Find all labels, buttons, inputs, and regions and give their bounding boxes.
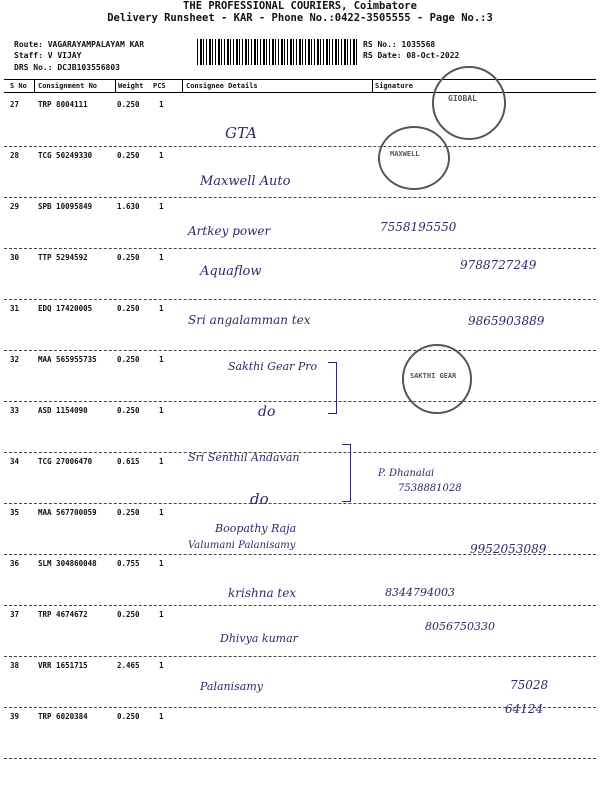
cell-sno: 32 <box>10 355 20 364</box>
table-row <box>4 555 596 606</box>
cell-sno: 27 <box>10 100 20 109</box>
drs-label: DRS No.: DCJB103556803 <box>14 63 120 72</box>
signature-phone: 9865903889 <box>468 314 545 328</box>
stamp-seal <box>378 126 450 190</box>
cell-weight: 0.250 <box>117 253 140 262</box>
cell-pcs: 1 <box>159 151 164 160</box>
staff-label: Staff: V VIJAY <box>14 51 82 60</box>
table-row <box>4 249 596 300</box>
cell-pcs: 1 <box>159 304 164 313</box>
cell-sno: 30 <box>10 253 20 262</box>
handwritten-consignee: Palanisamy <box>200 680 263 693</box>
handwritten-consignee: Sri Senthil Andavan <box>188 451 300 464</box>
signature-phone: 75028 <box>510 678 549 692</box>
col-divider <box>34 79 35 92</box>
handwritten-consignee: Maxwell Auto <box>200 174 291 189</box>
cell-pcs: 1 <box>159 202 164 211</box>
table-row <box>4 402 596 453</box>
cell-weight: 0.250 <box>117 610 140 619</box>
page-title: THE PROFESSIONAL COURIERS, Coimbatore <box>183 0 417 12</box>
cell-pcs: 1 <box>159 253 164 262</box>
handwritten-consignee: Artkey power <box>188 224 271 238</box>
cell-sno: 34 <box>10 457 20 466</box>
cell-pcs: 1 <box>159 355 164 364</box>
cell-consignment: MAA 565955735 <box>38 355 97 364</box>
handwritten-consignee: GTA <box>225 124 257 142</box>
table-header-top-rule <box>4 79 596 80</box>
table-row <box>4 657 596 708</box>
cell-pcs: 1 <box>159 508 164 517</box>
cell-weight: 0.250 <box>117 508 140 517</box>
cell-weight: 0.250 <box>117 355 140 364</box>
col-pcs: PCS <box>153 82 166 90</box>
stamp-text: GIOBAL <box>448 94 477 103</box>
handwritten-consignee: Sakthi Gear Pro <box>228 360 318 373</box>
signature-phone: 64124 <box>505 702 544 716</box>
cell-consignment: SPB 10095849 <box>38 202 93 211</box>
signature-phone: 8056750330 <box>425 620 495 633</box>
cell-consignment: TRP 4674672 <box>38 610 88 619</box>
handwritten-consignee: krishna tex <box>228 586 297 600</box>
signature-phone: 7558195550 <box>380 220 457 234</box>
col-divider <box>115 79 116 92</box>
table-row <box>4 453 596 504</box>
signature-phone: 7538881028 <box>398 483 462 494</box>
table-header-bottom-rule <box>4 92 596 93</box>
cell-sno: 39 <box>10 712 20 721</box>
handwritten-consignee: Aquaflow <box>200 264 262 279</box>
cell-weight: 0.250 <box>117 712 140 721</box>
cell-pcs: 1 <box>159 559 164 568</box>
stamp-text: SAKTHI GEAR <box>410 372 457 380</box>
signature-name: P. Dhanalai <box>378 468 435 479</box>
col-divider <box>182 79 183 92</box>
cell-consignment: TCG 27006470 <box>38 457 93 466</box>
handwritten-consignee: do <box>258 404 276 420</box>
cell-sno: 36 <box>10 559 20 568</box>
cell-consignment: MAA 567700059 <box>38 508 97 517</box>
cell-weight: 0.250 <box>117 151 140 160</box>
cell-pcs: 1 <box>159 610 164 619</box>
cell-weight: 1.630 <box>117 202 140 211</box>
rs-number: RS No.: 1035568 <box>363 40 436 49</box>
page-subtitle: Delivery Runsheet - KAR - Phone No.:0422-3505555 - Page No.:3 <box>107 12 493 24</box>
cell-consignment: TTP 5294592 <box>38 253 88 262</box>
cell-weight: 0.250 <box>117 304 140 313</box>
handwritten-consignee: Valumani Palanisamy <box>188 540 296 551</box>
handwritten-consignee: do <box>250 490 269 508</box>
route-label: Route: VAGARAYAMPALAYAM KAR <box>14 40 145 49</box>
cell-pcs: 1 <box>159 100 164 109</box>
cell-consignment: EDQ 17420005 <box>38 304 93 313</box>
col-consignee: Consignee Details <box>186 82 258 90</box>
table-row <box>4 606 596 657</box>
cell-consignment: SLM 304860048 <box>38 559 97 568</box>
table-row <box>4 147 596 198</box>
cell-consignment: TRP 8004111 <box>38 100 88 109</box>
col-sno: S No <box>10 82 27 90</box>
cell-sno: 37 <box>10 610 20 619</box>
col-consignment: Consignment No <box>38 82 98 90</box>
stamp-seal <box>402 344 472 414</box>
cell-sno: 28 <box>10 151 20 160</box>
stamp-text: MAXWELL <box>390 150 420 158</box>
bracket <box>328 362 337 414</box>
signature-phone: 9788727249 <box>460 258 537 272</box>
rs-date: RS Date: 08-Oct-2022 <box>363 51 460 60</box>
signature-phone: 9952053089 <box>470 542 547 556</box>
col-divider <box>372 79 373 92</box>
cell-weight: 0.250 <box>117 100 140 109</box>
cell-sno: 38 <box>10 661 20 670</box>
handwritten-consignee: Boopathy Raja <box>215 522 297 535</box>
signature-phone: 8344794003 <box>385 586 455 599</box>
handwritten-consignee: Sri angalamman tex <box>188 313 311 327</box>
table-row <box>4 96 596 147</box>
cell-weight: 0.615 <box>117 457 140 466</box>
row-divider <box>4 758 596 759</box>
table-row <box>4 351 596 402</box>
cell-weight: 0.250 <box>117 406 140 415</box>
handwritten-consignee: Dhivya kumar <box>220 632 298 645</box>
cell-sno: 31 <box>10 304 20 313</box>
cell-weight: 2.465 <box>117 661 140 670</box>
cell-pcs: 1 <box>159 457 164 466</box>
cell-consignment: TCG 50249330 <box>38 151 93 160</box>
stamp-seal <box>432 66 506 140</box>
cell-pcs: 1 <box>159 406 164 415</box>
cell-consignment: VRR 1651715 <box>38 661 88 670</box>
cell-weight: 0.755 <box>117 559 140 568</box>
cell-sno: 35 <box>10 508 20 517</box>
bracket <box>342 444 351 502</box>
table-row <box>4 198 596 249</box>
cell-consignment: ASD 1154090 <box>38 406 88 415</box>
cell-sno: 33 <box>10 406 20 415</box>
col-signature: Signature <box>375 82 413 90</box>
cell-pcs: 1 <box>159 712 164 721</box>
cell-consignment: TRP 6020384 <box>38 712 88 721</box>
barcode <box>197 39 357 65</box>
col-weight: Weight <box>118 82 144 90</box>
cell-sno: 29 <box>10 202 20 211</box>
cell-pcs: 1 <box>159 661 164 670</box>
